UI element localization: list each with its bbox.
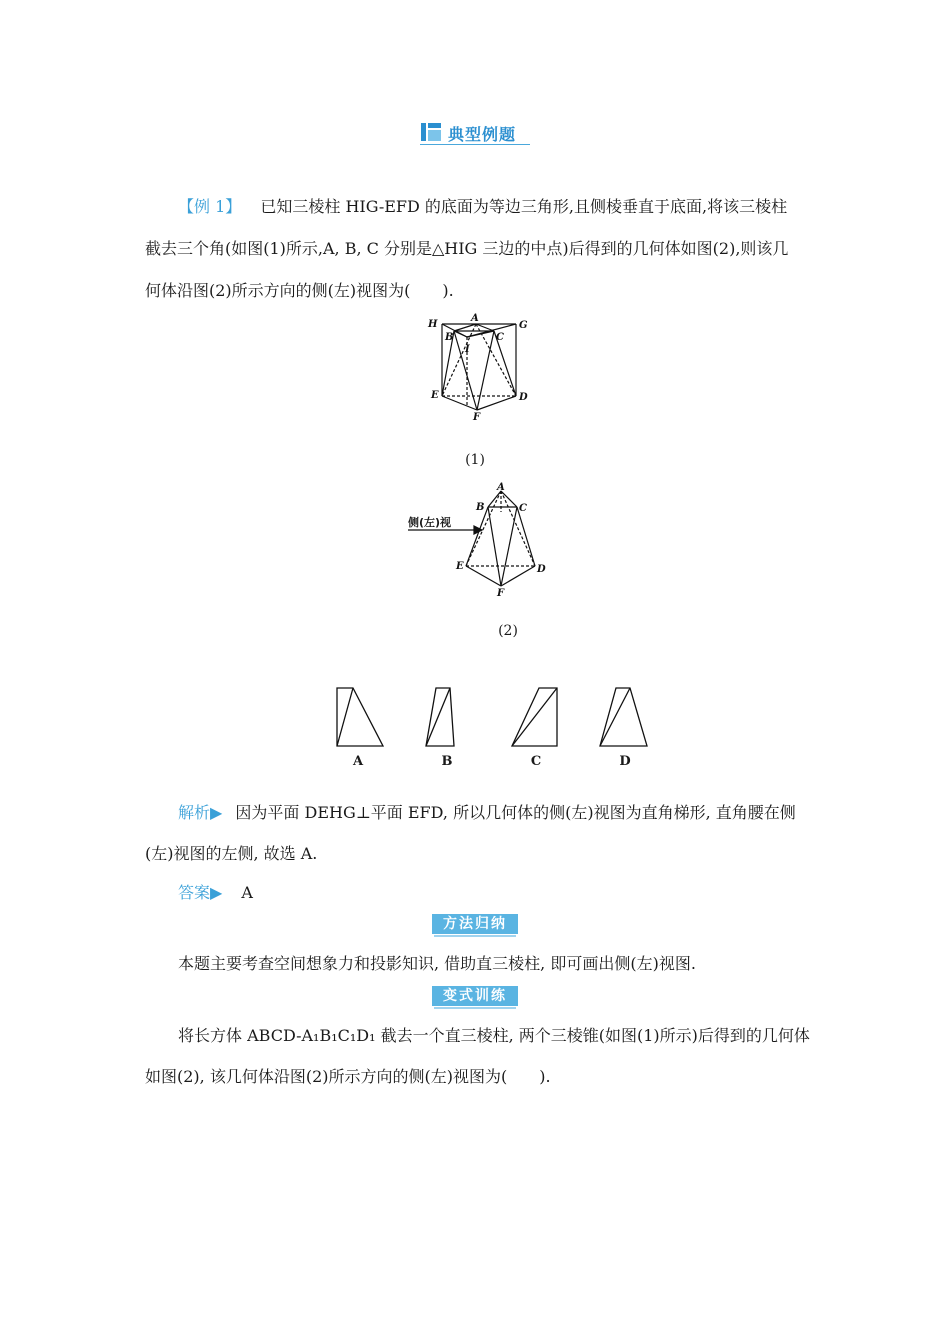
fig2-label-a: A (497, 482, 505, 493)
fig1-label-e: E (431, 390, 439, 401)
fig2-label-c: C (519, 503, 527, 514)
option-d-label: D (619, 754, 631, 769)
option-c-drawing (512, 688, 557, 746)
figure-2-caption: (2) (498, 623, 518, 639)
example-tag: 【例 1】 (178, 197, 242, 216)
fig1-label-g: G (519, 320, 528, 331)
fig1-label-d: D (519, 392, 528, 403)
option-b-drawing (426, 688, 454, 746)
figure-2-diagram (404, 480, 554, 600)
example-line-1 (178, 196, 848, 218)
figure-1-diagram (420, 310, 530, 425)
fig1-label-a: A (471, 313, 479, 324)
variant-line-1: 将长方体 ABCD-A₁B₁C₁D₁ 截去一个直三棱柱, 两个三棱锥(如图(1)所示)后得到的几何体 (178, 1026, 810, 1045)
variant-line-2: 如图(2), 该几何体沿图(2)所示方向的侧(左)视图为( ). (145, 1067, 551, 1086)
section-header-icon (420, 122, 442, 142)
option-b-label: B (441, 754, 453, 769)
solution-tag: 解析▶ (178, 803, 223, 822)
option-d-drawing (600, 688, 647, 746)
answer-tag: 答案▶ (178, 883, 223, 902)
view-direction-label: 侧(左)视 (408, 516, 452, 529)
example-line-3: 何体沿图(2)所示方向的侧(左)视图为( ). (145, 281, 454, 300)
fig2-label-b: B (476, 502, 485, 513)
solution-text-1: 因为平面 DEHG⊥平面 EFD, 所以几何体的侧(左)视图为直角梯形, 直角腰在侧 (235, 803, 796, 822)
option-a-label: A (352, 754, 364, 769)
answer-value: A (241, 883, 253, 902)
section-title: 典型例题 (448, 125, 517, 144)
answer-line (178, 882, 848, 904)
option-c-label: C (530, 754, 542, 769)
fig2-label-e: E (456, 561, 464, 572)
section-underline (420, 144, 530, 145)
fig2-label-d: D (537, 564, 546, 575)
example-text-1: 已知三棱柱 HIG-EFD 的底面为等边三角形,且侧棱垂直于底面,将该三棱柱 (260, 197, 788, 216)
example-line-2: 截去三个角(如图(1)所示,A, B, C 分别是△HIG 三边的中点)后得到的几何体如图(2),则该几 (145, 239, 789, 258)
option-a-drawing (337, 688, 383, 746)
section-header (420, 120, 532, 148)
fig1-label-h: H (428, 319, 438, 330)
fig1-label-f: F (473, 412, 481, 423)
fig1-label-i: I (465, 344, 470, 355)
fig1-label-b: B (445, 332, 454, 343)
figure-1-caption: (1) (465, 452, 485, 468)
options-diagrams (330, 684, 660, 754)
fig2-label-f: F (497, 588, 505, 599)
fig1-label-c: C (496, 332, 504, 343)
method-text: 本题主要考查空间想象力和投影知识, 借助直三棱柱, 即可画出侧(左)视图. (178, 954, 696, 973)
solution-line-2: (左)视图的左侧, 故选 A. (145, 844, 318, 863)
solution-line-1 (178, 802, 848, 824)
method-badge: 方法归纳 (432, 914, 518, 934)
variant-badge: 变式训练 (432, 986, 518, 1006)
